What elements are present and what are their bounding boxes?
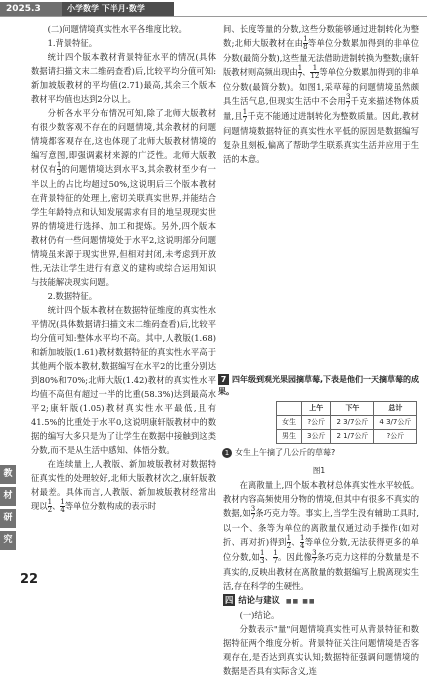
text: 等单位分数累加得到的非单位分数(最简分数),这些量无法借助进制转换为整数;康轩版教材则高频出现由 (223, 38, 419, 77)
text: 条巧克力这样的分数量是不真实的,反映出教材在离散量的数据编写上脱离现实生活,存在科学的生硬性。 (223, 552, 419, 591)
denominator: 7 (312, 557, 317, 565)
paragraph (31, 457, 216, 514)
text: 在离散量上,四个版本教材总体真实性水平较低。教材内容高频使用分物的情境,但其中有很多不真实的数据,如 (223, 480, 419, 518)
denominator: 4 (299, 542, 305, 550)
subheading: 1.背景特征。 (47, 38, 97, 48)
denominator: 7 (297, 72, 303, 80)
text: 千克不能通过进制转化为整数质量。因此,教材问题情境数据特征的真实性水平低的原因是数据编写复杂且刻板,偏离了帮助学生联系真实生活并应用于生活的本意。 (223, 111, 420, 164)
figure-title-text: 四年级到观光果园摘草莓,下表是他们一天摘草莓的成果。 (218, 375, 420, 396)
denominator: 8 (303, 43, 308, 51)
left-column (31, 22, 216, 514)
paragraph: 统计四个版本教材在数据特征维度的真实性水平情况(具体数据请扫描文末二维码查看)后,比较平均分值可知:整体水平均不高。其中,人教版(1.68)和新加坡版(1.61)教材数据特征的真实性水平高于其他两个版本教材,数据编写在水平2的比重分别达到80%和70%;北师大版(1.42)教材的真实性水平均值不高但有超过一半的比重(58.3%)达到最高水平2;康轩版(1.05)教材真实性水平最低,且有41.5%的比重处于水平0,这说明康轩版教材中的数据的编写大多只是为了让学生在数据中接触到这类分数,而不是从生活中感知、体悟分数。 (31, 305, 216, 455)
right-column-bottom (223, 478, 419, 678)
table-header-cell: 总计 (374, 402, 417, 416)
denominator: 12 (310, 72, 320, 80)
denominator: 3 (260, 557, 265, 565)
figure-1 (218, 374, 420, 474)
text: 等单位分数累加得到的非单位分数(最简分数)。如图1,采草莓的问题情境虽然颇具生活气息,但现实生活中不会用 (223, 67, 419, 106)
subheading: 2.数据特征。 (47, 291, 97, 301)
side-tab-1: 教 (0, 465, 16, 484)
text: 等单位分数,无法获得更多的单位分数,如 (223, 537, 419, 562)
table-header-cell: 上午 (302, 402, 331, 416)
denominator: 7 (242, 116, 248, 124)
table-header-row (277, 402, 417, 416)
section-decoration: ■■ ■■ (285, 598, 316, 605)
header-rule (0, 16, 427, 17)
paragraph: 统计四个版本教材背景特征水平的情况(具体数据请扫描文末二维码查看)后,比较平均分值可知:新加坡版教材的平均值(2.71)最高,其余三个版本教材平均值也达到2分以上。 (31, 52, 216, 104)
denominator: 2 (47, 506, 53, 514)
figure-problem-number: 7 (218, 374, 229, 385)
side-tab-3: 研 (0, 509, 16, 528)
numerator: 1 (242, 108, 248, 116)
paragraph (223, 22, 419, 166)
question-text: 女生上午摘了几公斤的草莓? (235, 448, 336, 457)
text: 、 (291, 537, 300, 547)
page-number: 22 (20, 572, 39, 587)
table-row (277, 416, 417, 430)
subheading: (一)结论。 (239, 610, 280, 620)
text: 的问题情境达到水平3,其余教材至少有一半以上的占比均超过50%,这说明后三个版本教材在背景特征的处理上,密切关联真实世界,并能结合学生年龄特点和认知发展需求有目的地呈现现实世界的情境进行选择、加工和提炼。另外,四个版本教材仍有一些问题情境处于水平2,这说明部分问题情境虽来源于现实世界,但相对封闭,未考虑到开放性,无法让学生进行有意义的建构或综合运用知识与技能解决现实问题。 (31, 164, 216, 287)
side-tab-2: 材 (0, 487, 16, 506)
numerator: 1 (299, 534, 305, 542)
side-tab-4: 究 (0, 531, 16, 550)
paragraph: (二)问题情境真实性水平各维度比较。 (47, 24, 187, 34)
question-number: 1 (222, 448, 232, 458)
numerator: 1 (47, 498, 53, 506)
table-header-cell: 下午 (331, 402, 374, 416)
numerator: 1 (297, 64, 303, 72)
table-cell: 2 3/7公斤 (331, 416, 374, 430)
section-title: 结论与建议 (238, 595, 280, 605)
text: 间、长度等量的分数,这些分数能够通过进制转化为整数;北师大版教材在由 (223, 24, 419, 48)
numerator: 3 (312, 549, 317, 557)
paragraph: 分数表示"量"问题情境真实性可从背景特征和数据特征两个维度分析。背景特征关注问题情境是否客观存在,是否达到真实认知;数据特征强调问题情境的数据是否具有实际含义,连 (223, 624, 419, 676)
table-header-cell (277, 402, 302, 416)
text: 等单位分数构成的表示时 (64, 501, 157, 511)
denominator: 4 (60, 506, 65, 514)
issue-date: 2025.3 (0, 2, 62, 16)
table-cell: 3公斤 (302, 430, 331, 444)
section-number: 四 (225, 595, 234, 605)
table-row (277, 430, 417, 444)
text: 。因此像 (277, 552, 313, 562)
strawberry-table (276, 401, 417, 444)
denominator: 7 (250, 513, 256, 521)
paragraph (31, 106, 216, 289)
denominator: 7 (273, 557, 278, 565)
text: 、 (264, 552, 274, 562)
paragraph (223, 478, 419, 593)
numerator: 1 (303, 35, 308, 43)
denominator: 3 (56, 169, 62, 177)
text: 在连续量上,人教版、新加坡版教材对数据特征真实性的处理较好,北师大版教材次之,康轩版教材最差。具体而言,人教版、新加坡版教材经常出现以 (31, 459, 216, 511)
numerator: 1 (273, 549, 278, 557)
numerator: 1 (260, 549, 265, 557)
section-heading (223, 594, 316, 608)
numerator: 1 (286, 534, 292, 542)
table-cell: 女生 (277, 416, 302, 430)
table-cell: 男生 (277, 430, 302, 444)
text: 分析各水平分布情况可知,除了北师大版教材有很少数客观不存在的问题情境,其余教材的问题情境都客观存在,这也体现了北师大版教材情境的编写意图,即强调素材来源的广泛性。北师大版教材仅有 (31, 108, 216, 174)
text: 、 (52, 501, 61, 511)
numerator: 1 (312, 64, 318, 72)
denominator: 7 (345, 101, 351, 109)
denominator: 2 (286, 542, 292, 550)
text: 条巧克力等。事实上,当学生没有辅助工具时,以一个、条等为单位的离散量仅通过动手操作(如对折、再对折)得到 (223, 508, 419, 547)
table-cell: 4 3/7公斤 (374, 416, 417, 430)
table-cell: ?公斤 (374, 430, 417, 444)
table-cell: ?公斤 (302, 416, 331, 430)
numerator: 1 (56, 161, 62, 169)
numerator: 1 (60, 498, 65, 506)
right-column-top (223, 22, 419, 166)
figure-question (222, 447, 335, 458)
figure-title (218, 374, 420, 398)
figure-caption: 图1 (312, 466, 326, 475)
table-cell: 2 1/7公斤 (331, 430, 374, 444)
text: 千克来描述物体质量,且 (223, 96, 419, 121)
magazine-title: 小学数学 下半月·数学 (62, 2, 174, 16)
numerator: 3 (345, 93, 351, 101)
numerator: 3 (250, 505, 256, 513)
text: 、 (302, 67, 311, 77)
